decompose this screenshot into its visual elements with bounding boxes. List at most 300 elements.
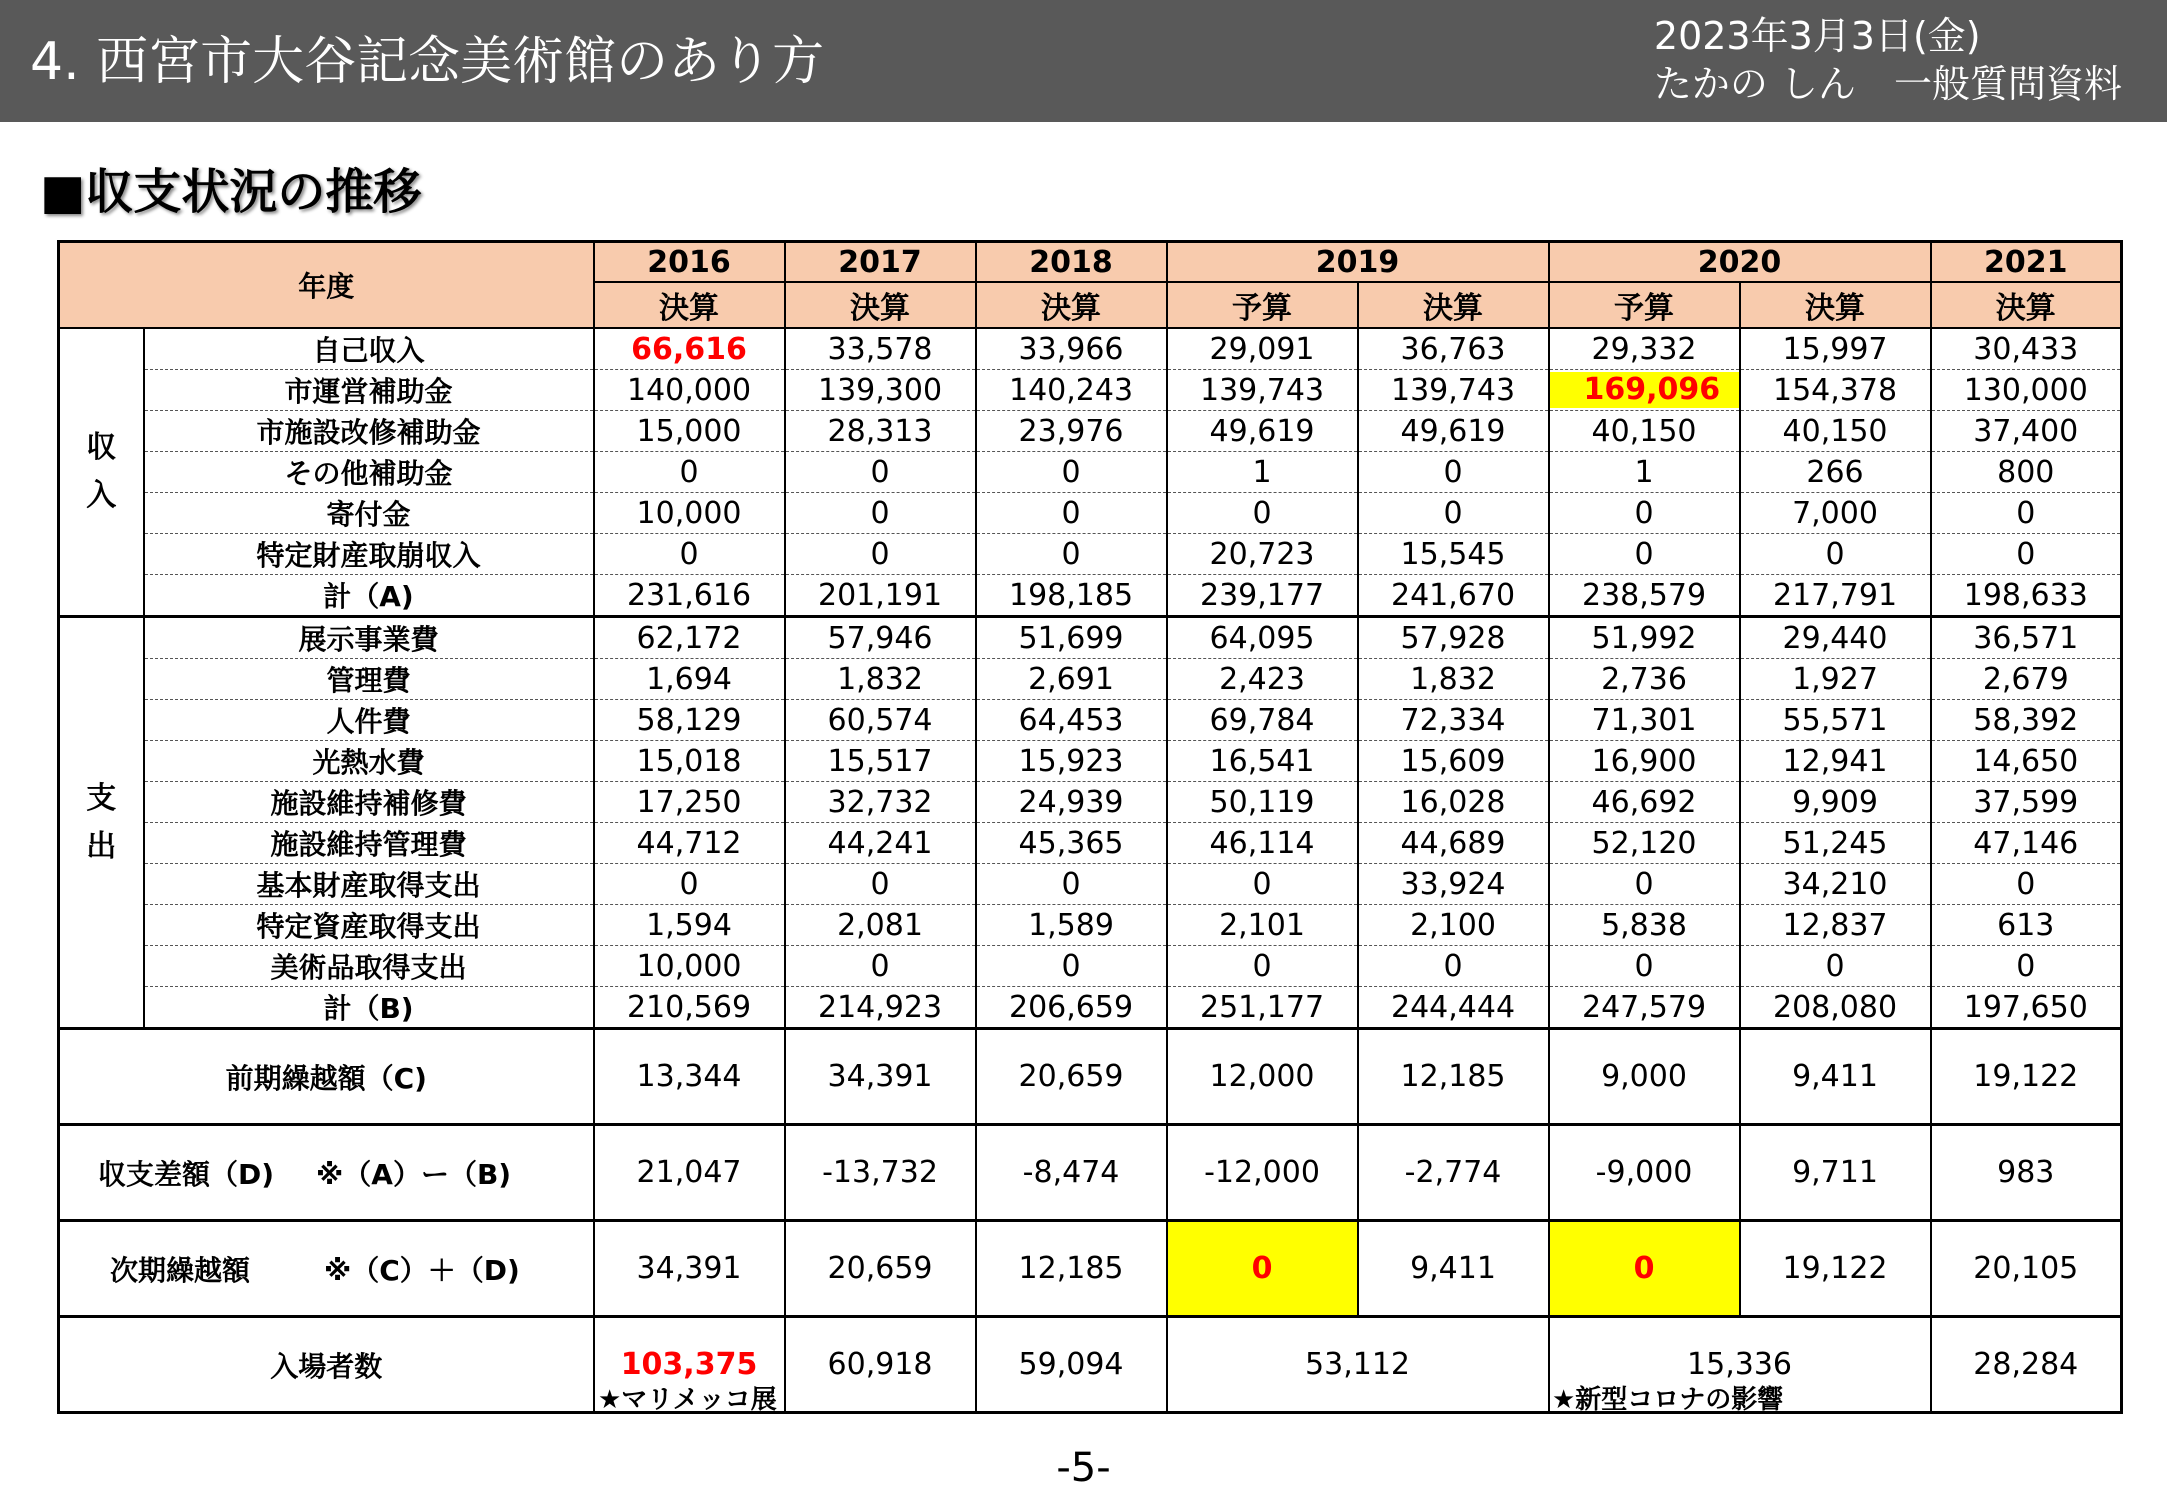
cell-value: 1,832 bbox=[837, 661, 923, 697]
cell-value: 0 bbox=[1443, 948, 1463, 984]
cell-value: 57,928 bbox=[1400, 620, 1506, 656]
value-cell bbox=[1740, 1125, 1931, 1221]
cell-value: 0 bbox=[1252, 866, 1272, 902]
cell-value: 1,832 bbox=[1410, 661, 1496, 697]
value-cell bbox=[1358, 659, 1549, 700]
group-label-text: 収 入 bbox=[86, 430, 117, 513]
value-cell bbox=[1358, 1029, 1549, 1125]
value-cell bbox=[1931, 905, 2122, 946]
slide-title: 4. 西宮市大谷記念美術館のあり方 bbox=[30, 32, 825, 92]
value-cell bbox=[976, 411, 1167, 452]
summary-formula: ※（C）＋（D) bbox=[324, 1253, 520, 1287]
table-row bbox=[59, 659, 2122, 700]
value-cell bbox=[594, 370, 785, 411]
value-cell bbox=[1931, 1125, 2122, 1221]
value-cell bbox=[1167, 659, 1358, 700]
value-cell bbox=[1167, 452, 1358, 493]
value-cell bbox=[594, 864, 785, 905]
table-row bbox=[59, 987, 2122, 1029]
cell-value: 0 bbox=[1061, 495, 1081, 531]
cell-value: 0 bbox=[1825, 948, 1845, 984]
value-cell bbox=[976, 946, 1167, 987]
value-cell bbox=[785, 987, 976, 1029]
cell-value: 0 bbox=[1251, 1251, 1273, 1286]
value-cell bbox=[1167, 1317, 1549, 1413]
value-cell bbox=[1549, 946, 1740, 987]
value-cell bbox=[976, 1317, 1167, 1413]
value-cell bbox=[1740, 1221, 1931, 1317]
presenter-name: たかの しん 一般質問資料 bbox=[1653, 62, 2122, 106]
cell-value: 217,791 bbox=[1772, 577, 1898, 613]
value-cell bbox=[1167, 575, 1358, 617]
table-row bbox=[59, 370, 2122, 411]
cell-value: 20,659 bbox=[827, 1251, 933, 1286]
cell-value: 251,177 bbox=[1199, 989, 1325, 1025]
cell-value: 28,313 bbox=[827, 413, 933, 449]
cell-value: 16,900 bbox=[1591, 743, 1697, 779]
table-row bbox=[59, 617, 2122, 659]
value-cell bbox=[1740, 1029, 1931, 1125]
cell-value: 34,391 bbox=[636, 1251, 742, 1286]
value-cell bbox=[1167, 782, 1358, 823]
cell-value: 12,941 bbox=[1782, 743, 1888, 779]
table-row bbox=[59, 741, 2122, 782]
table-row bbox=[59, 946, 2122, 987]
cell-value: 214,923 bbox=[817, 989, 943, 1025]
cell-value: 64,453 bbox=[1018, 702, 1124, 738]
value-cell bbox=[1740, 575, 1931, 617]
value-cell bbox=[785, 1317, 976, 1413]
cell-value: 46,692 bbox=[1591, 784, 1697, 820]
cell-value: 15,609 bbox=[1400, 743, 1506, 779]
cell-value: 0 bbox=[1443, 495, 1463, 531]
cell-value: 0 bbox=[679, 454, 699, 490]
type-cell: 予算 bbox=[1167, 282, 1358, 328]
value-cell bbox=[1358, 987, 1549, 1029]
cell-value: 60,918 bbox=[827, 1347, 933, 1382]
cell-value: -2,774 bbox=[1404, 1155, 1502, 1190]
visitors-row bbox=[59, 1317, 2122, 1413]
cell-value: 0 bbox=[1634, 866, 1654, 902]
value-cell bbox=[594, 987, 785, 1029]
table-row bbox=[59, 782, 2122, 823]
value-cell bbox=[594, 411, 785, 452]
value-cell bbox=[1740, 782, 1931, 823]
row-label: 基本財産取得支出 bbox=[144, 864, 594, 905]
value-cell bbox=[1931, 328, 2122, 370]
value-cell bbox=[594, 741, 785, 782]
cell-value: 58,129 bbox=[636, 702, 742, 738]
value-cell bbox=[1549, 1029, 1740, 1125]
expense-group-label bbox=[59, 617, 144, 1029]
cell-value: 0 bbox=[1825, 536, 1845, 572]
cell-value: -9,000 bbox=[1595, 1155, 1693, 1190]
cell-value: 34,391 bbox=[827, 1059, 933, 1094]
cell-value: 15,997 bbox=[1782, 331, 1888, 367]
year-2018: 2018 bbox=[976, 242, 1167, 283]
cell-value: 45,365 bbox=[1018, 825, 1124, 861]
value-cell bbox=[594, 782, 785, 823]
cell-value: 40,150 bbox=[1591, 413, 1697, 449]
cell-value: 0 bbox=[870, 495, 890, 531]
cell-value: 198,185 bbox=[1008, 577, 1134, 613]
cell-value: 36,571 bbox=[1973, 620, 2079, 656]
cell-value: 2,679 bbox=[1982, 661, 2069, 697]
cell-value: 1,927 bbox=[1792, 661, 1878, 697]
value-cell bbox=[1549, 617, 1740, 659]
value-cell bbox=[1167, 1221, 1358, 1317]
cell-value: 32,732 bbox=[827, 784, 933, 820]
cell-value: 15,923 bbox=[1018, 743, 1124, 779]
value-cell bbox=[976, 1125, 1167, 1221]
table-row bbox=[59, 575, 2122, 617]
cell-value: 139,300 bbox=[817, 372, 943, 408]
cell-value: 0 bbox=[1061, 866, 1081, 902]
value-cell bbox=[785, 411, 976, 452]
cell-value: 2,100 bbox=[1410, 907, 1496, 943]
value-cell bbox=[1549, 1125, 1740, 1221]
row-label: 計（A) bbox=[144, 575, 594, 617]
cell-value: 983 bbox=[1997, 1155, 2055, 1190]
value-cell bbox=[976, 700, 1167, 741]
cell-value: 20,105 bbox=[1973, 1251, 2079, 1286]
value-cell bbox=[976, 987, 1167, 1029]
cell-value: 0 bbox=[2016, 866, 2036, 902]
cell-value: 10,000 bbox=[636, 495, 742, 531]
cell-value: 62,172 bbox=[636, 620, 742, 656]
value-cell bbox=[976, 1221, 1167, 1317]
cell-value: 69,784 bbox=[1209, 702, 1315, 738]
value-cell bbox=[1549, 782, 1740, 823]
value-cell bbox=[976, 1029, 1167, 1125]
value-cell bbox=[1931, 987, 2122, 1029]
cell-value: 103,375 bbox=[620, 1347, 758, 1382]
value-cell bbox=[976, 741, 1167, 782]
summary-label bbox=[59, 1221, 594, 1317]
cell-value: 206,659 bbox=[1008, 989, 1134, 1025]
value-cell bbox=[1740, 987, 1931, 1029]
cell-value: -12,000 bbox=[1204, 1155, 1320, 1190]
cell-value: 0 bbox=[1061, 536, 1081, 572]
year-2016: 2016 bbox=[594, 242, 785, 283]
cell-value: 23,976 bbox=[1018, 413, 1124, 449]
cell-value: 33,924 bbox=[1400, 866, 1506, 902]
cell-value: 9,909 bbox=[1792, 784, 1878, 820]
cell-value: 9,000 bbox=[1601, 1059, 1687, 1094]
value-cell bbox=[785, 1029, 976, 1125]
cell-value: 0 bbox=[2016, 536, 2036, 572]
cell-value: 239,177 bbox=[1199, 577, 1325, 613]
value-cell bbox=[1740, 452, 1931, 493]
cell-value: 33,578 bbox=[827, 331, 933, 367]
cell-value: 12,185 bbox=[1018, 1251, 1124, 1286]
summary-label bbox=[59, 1029, 594, 1125]
cell-value: 50,119 bbox=[1209, 784, 1315, 820]
value-cell bbox=[1931, 1317, 2122, 1413]
cell-value: -8,474 bbox=[1022, 1155, 1120, 1190]
income-group-label bbox=[59, 328, 144, 617]
header-meta bbox=[1654, 12, 2122, 108]
value-cell bbox=[1167, 946, 1358, 987]
value-cell bbox=[785, 534, 976, 575]
value-cell bbox=[1167, 1029, 1358, 1125]
cell-value: 244,444 bbox=[1390, 989, 1516, 1025]
row-label: 施設維持管理費 bbox=[144, 823, 594, 864]
value-cell bbox=[1740, 741, 1931, 782]
cell-value: 15,000 bbox=[636, 413, 742, 449]
summary-label bbox=[59, 1125, 594, 1221]
cell-value: 19,122 bbox=[1782, 1251, 1888, 1286]
cell-value: 15,336 bbox=[1687, 1347, 1792, 1382]
value-cell bbox=[1549, 659, 1740, 700]
value-cell bbox=[785, 659, 976, 700]
value-cell bbox=[594, 659, 785, 700]
cell-value: 59,094 bbox=[1018, 1347, 1124, 1382]
carry-next-row bbox=[59, 1221, 2122, 1317]
value-cell bbox=[594, 905, 785, 946]
value-cell bbox=[1931, 1221, 2122, 1317]
value-cell bbox=[1549, 987, 1740, 1029]
cell-value: 51,699 bbox=[1018, 620, 1124, 656]
value-cell bbox=[785, 1221, 976, 1317]
cell-value: 44,689 bbox=[1400, 825, 1506, 861]
value-cell bbox=[1358, 864, 1549, 905]
cell-value: 15,545 bbox=[1400, 536, 1506, 572]
cell-value: 0 bbox=[679, 866, 699, 902]
cell-value: 20,659 bbox=[1018, 1059, 1124, 1094]
cell-value: 0 bbox=[1061, 454, 1081, 490]
cell-value: 2,101 bbox=[1219, 907, 1305, 943]
row-label: 施設維持補修費 bbox=[144, 782, 594, 823]
value-cell bbox=[976, 617, 1167, 659]
value-cell bbox=[1358, 1221, 1549, 1317]
cell-value: 53,112 bbox=[1305, 1347, 1410, 1382]
row-label: 人件費 bbox=[144, 700, 594, 741]
value-cell bbox=[1931, 1029, 2122, 1125]
year-header: 年度 bbox=[59, 242, 594, 329]
year-2019: 2019 bbox=[1167, 242, 1549, 283]
cell-value: 2,423 bbox=[1219, 661, 1305, 697]
cell-value: 139,743 bbox=[1390, 372, 1516, 408]
value-cell bbox=[1549, 493, 1740, 534]
cell-value: 49,619 bbox=[1209, 413, 1315, 449]
table-row bbox=[59, 452, 2122, 493]
cell-value: 0 bbox=[679, 536, 699, 572]
value-cell bbox=[976, 575, 1167, 617]
cell-value: 1,589 bbox=[1028, 907, 1114, 943]
row-label: 美術品取得支出 bbox=[144, 946, 594, 987]
value-cell bbox=[1358, 617, 1549, 659]
carry-prev-row bbox=[59, 1029, 2122, 1125]
value-cell bbox=[1358, 1125, 1549, 1221]
cell-value: 58,392 bbox=[1973, 702, 2079, 738]
value-cell bbox=[594, 946, 785, 987]
type-cell: 決算 bbox=[594, 282, 785, 328]
cell-value: 51,245 bbox=[1782, 825, 1888, 861]
cell-value: 5,838 bbox=[1601, 907, 1687, 943]
value-cell bbox=[1549, 411, 1740, 452]
value-cell bbox=[1931, 741, 2122, 782]
cell-value: 60,574 bbox=[827, 702, 933, 738]
value-cell bbox=[1167, 741, 1358, 782]
value-cell bbox=[1549, 700, 1740, 741]
row-label: 市施設改修補助金 bbox=[144, 411, 594, 452]
cell-value: 15,517 bbox=[827, 743, 933, 779]
year-2017: 2017 bbox=[785, 242, 976, 283]
cell-value: 0 bbox=[2016, 948, 2036, 984]
value-cell bbox=[1740, 946, 1931, 987]
presentation-date: 2023年3月3日(金) bbox=[1653, 14, 1981, 58]
row-label: 寄付金 bbox=[144, 493, 594, 534]
summary-label bbox=[59, 1317, 594, 1413]
cell-value: 198,633 bbox=[1963, 577, 2088, 613]
cell-value: 29,332 bbox=[1591, 331, 1697, 367]
cell-value: 29,091 bbox=[1209, 331, 1315, 367]
value-cell bbox=[1358, 905, 1549, 946]
cell-value: 9,411 bbox=[1410, 1251, 1496, 1286]
value-cell bbox=[594, 823, 785, 864]
value-cell bbox=[785, 782, 976, 823]
income-expense-table bbox=[57, 240, 2123, 1414]
value-cell bbox=[785, 617, 976, 659]
cell-value: 29,440 bbox=[1782, 620, 1888, 656]
cell-value: 44,241 bbox=[827, 825, 933, 861]
value-cell bbox=[785, 370, 976, 411]
row-label: 光熱水費 bbox=[144, 741, 594, 782]
cell-value: 208,080 bbox=[1772, 989, 1898, 1025]
cell-value: -13,732 bbox=[822, 1155, 938, 1190]
value-cell bbox=[1549, 452, 1740, 493]
cell-value: 34,210 bbox=[1782, 866, 1888, 902]
cell-value: 52,120 bbox=[1591, 825, 1697, 861]
value-cell bbox=[1740, 700, 1931, 741]
cell-value: 40,150 bbox=[1782, 413, 1888, 449]
value-cell bbox=[1931, 452, 2122, 493]
value-cell bbox=[1740, 411, 1931, 452]
cell-value: 21,047 bbox=[636, 1155, 742, 1190]
cell-value: 0 bbox=[1252, 495, 1272, 531]
value-cell bbox=[1549, 864, 1740, 905]
value-cell bbox=[785, 1125, 976, 1221]
cell-value: 154,378 bbox=[1772, 372, 1898, 408]
cell-value: 0 bbox=[1634, 495, 1654, 531]
type-cell: 決算 bbox=[785, 282, 976, 328]
value-cell bbox=[1931, 617, 2122, 659]
summary-label-text: 入場者数 bbox=[270, 1349, 383, 1383]
cell-value: 47,146 bbox=[1973, 825, 2079, 861]
table-row bbox=[59, 905, 2122, 946]
cell-value: 231,616 bbox=[626, 577, 752, 613]
cell-value: 1 bbox=[1252, 454, 1272, 490]
cell-value: 24,939 bbox=[1018, 784, 1124, 820]
cell-value: 197,650 bbox=[1963, 989, 2088, 1025]
table-row bbox=[59, 534, 2122, 575]
value-cell bbox=[1740, 659, 1931, 700]
value-cell bbox=[1549, 823, 1740, 864]
summary-label-text: 次期繰越額 bbox=[110, 1253, 251, 1287]
value-cell bbox=[1931, 700, 2122, 741]
cell-value: 0 bbox=[870, 454, 890, 490]
cell-value: 2,691 bbox=[1028, 661, 1114, 697]
value-cell bbox=[785, 946, 976, 987]
value-cell bbox=[785, 741, 976, 782]
cell-value: 71,301 bbox=[1591, 702, 1697, 738]
cell-value: 17,250 bbox=[636, 784, 742, 820]
cell-value: 210,569 bbox=[626, 989, 752, 1025]
cell-value: 247,579 bbox=[1581, 989, 1707, 1025]
cell-value: 130,000 bbox=[1963, 372, 2088, 408]
value-cell bbox=[594, 617, 785, 659]
value-cell bbox=[594, 1029, 785, 1125]
value-cell bbox=[1167, 370, 1358, 411]
summary-label-text: 前期繰越額（C) bbox=[225, 1061, 427, 1095]
cell-value: 16,028 bbox=[1400, 784, 1506, 820]
value-cell bbox=[1549, 575, 1740, 617]
value-cell bbox=[785, 700, 976, 741]
value-cell bbox=[976, 905, 1167, 946]
value-cell bbox=[1549, 741, 1740, 782]
cell-value: 12,000 bbox=[1209, 1059, 1315, 1094]
year-2020: 2020 bbox=[1549, 242, 1931, 283]
value-cell bbox=[785, 452, 976, 493]
value-cell bbox=[1740, 905, 1931, 946]
table-row bbox=[59, 864, 2122, 905]
row-label: 特定資産取得支出 bbox=[144, 905, 594, 946]
value-cell bbox=[785, 493, 976, 534]
cell-value: 30,433 bbox=[1973, 331, 2079, 367]
value-cell bbox=[1358, 782, 1549, 823]
cell-value: 0 bbox=[870, 536, 890, 572]
cell-value: 36,763 bbox=[1400, 331, 1506, 367]
cell-value: 33,966 bbox=[1018, 331, 1124, 367]
value-cell bbox=[1358, 700, 1549, 741]
value-cell bbox=[1931, 493, 2122, 534]
table-row bbox=[59, 493, 2122, 534]
cell-value: 0 bbox=[2016, 495, 2036, 531]
value-cell bbox=[1358, 823, 1549, 864]
cell-value: 49,619 bbox=[1400, 413, 1506, 449]
cell-value: 14,650 bbox=[1973, 743, 2079, 779]
row-label: 展示事業費 bbox=[144, 617, 594, 659]
value-cell bbox=[785, 905, 976, 946]
cell-value: 46,114 bbox=[1209, 825, 1315, 861]
value-cell bbox=[594, 493, 785, 534]
cell-value: 2,081 bbox=[837, 907, 923, 943]
summary-formula: ※（A）ー（B) bbox=[316, 1157, 512, 1191]
value-cell bbox=[1358, 452, 1549, 493]
value-cell bbox=[594, 700, 785, 741]
cell-value: 7,000 bbox=[1792, 495, 1878, 531]
cell-value: 1,694 bbox=[646, 661, 732, 697]
cell-value: 0 bbox=[1443, 454, 1463, 490]
value-cell bbox=[1740, 370, 1931, 411]
value-cell bbox=[594, 534, 785, 575]
value-cell bbox=[976, 864, 1167, 905]
cell-value: 0 bbox=[1634, 536, 1654, 572]
year-2021: 2021 bbox=[1931, 242, 2122, 283]
value-cell bbox=[1740, 328, 1931, 370]
type-cell: 決算 bbox=[1740, 282, 1931, 328]
cell-value: 140,243 bbox=[1008, 372, 1134, 408]
value-cell bbox=[976, 659, 1167, 700]
value-cell bbox=[976, 328, 1167, 370]
cell-value: 57,946 bbox=[827, 620, 933, 656]
cell-value: 0 bbox=[1633, 1251, 1655, 1286]
page-number: -5- bbox=[1056, 1445, 1111, 1491]
section-heading: ■収支状況の推移 bbox=[40, 164, 422, 220]
row-label: 自己収入 bbox=[144, 328, 594, 370]
note-marimekko: ★マリメッコ展 bbox=[598, 1385, 777, 1415]
